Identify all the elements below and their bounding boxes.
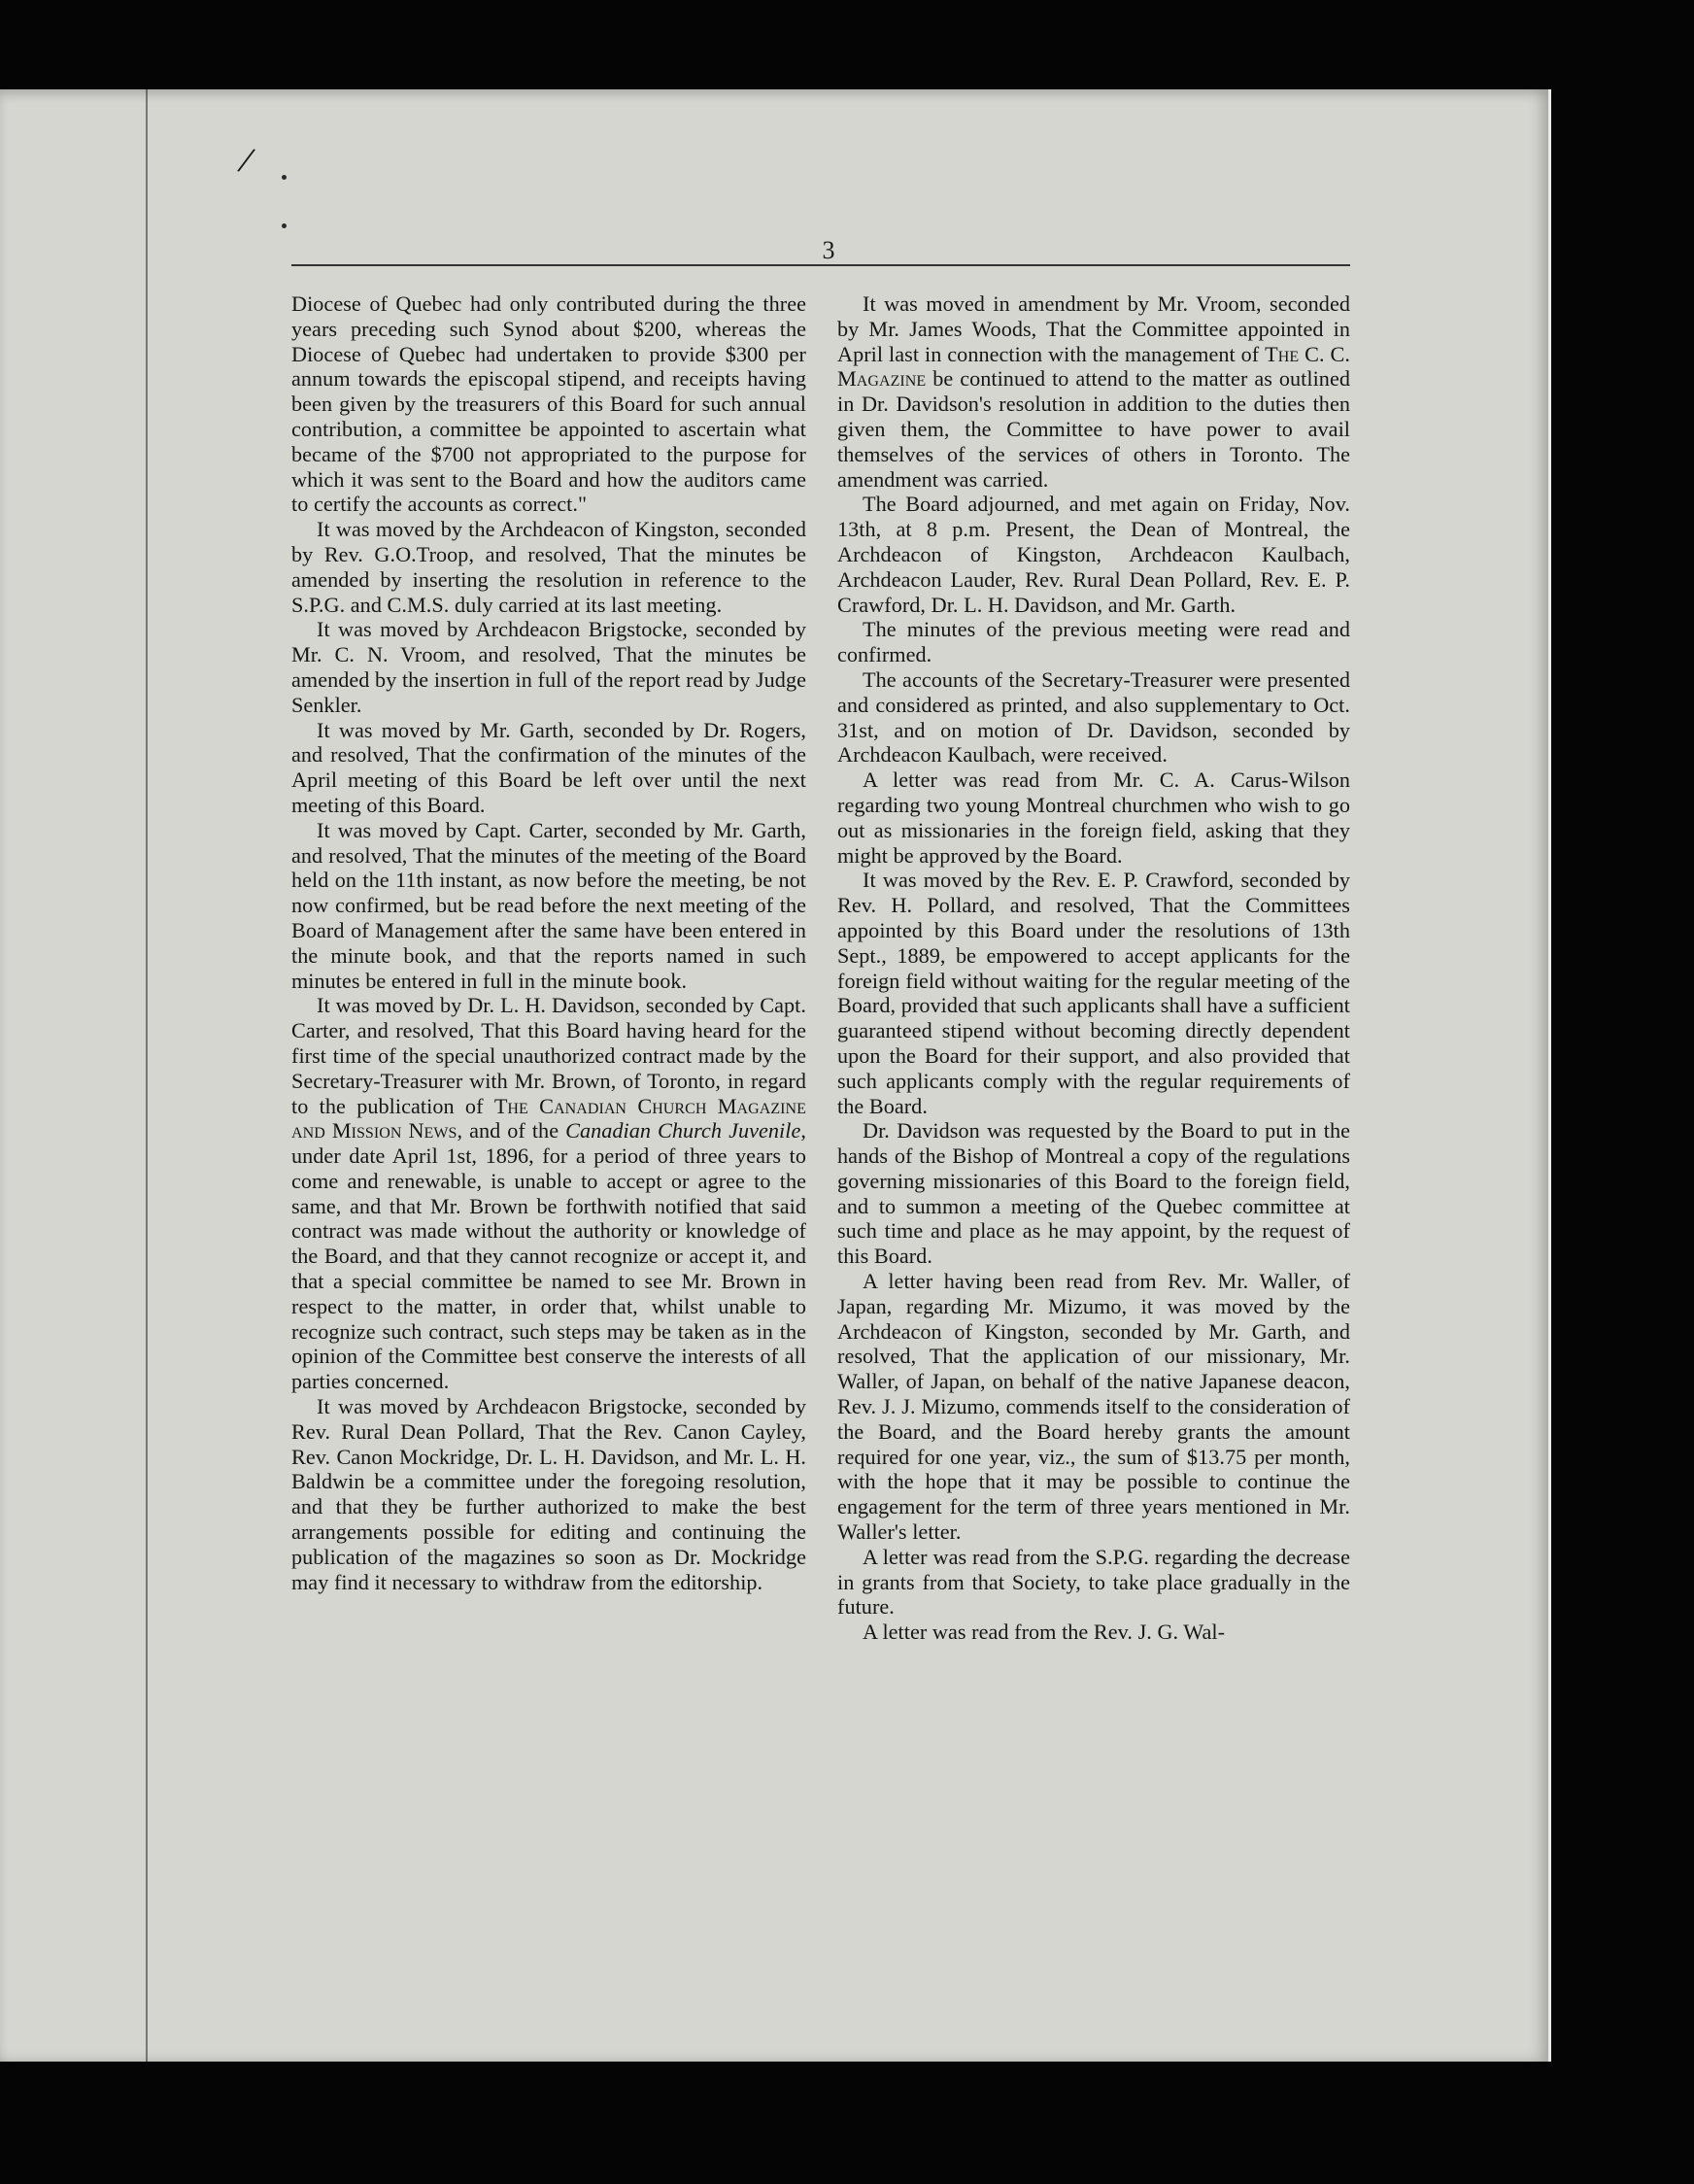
- juvenile-title: Canadian Church Juvenile: [565, 1118, 801, 1143]
- paragraph-text: be continued to attend to the matter as outlined in Dr. Davidson's resolution in addition to the duties then given them, the Committee to have power to avail themselves of the services of others in Toronto. The amendment was carried.: [837, 366, 1350, 492]
- paragraph: It was moved by the Rev. E. P. Crawford, seconded by Rev. H. Pollard, and resolved, That the Committees appointed by this Board under the resolutions of 13th Sept., 1889, be empowered to accept applicants for the foreign field without waiting for the regular meeting of the Board, provided that such applicants shall have a sufficient guaranteed stipend without becoming directly dependent upon the Board for their support, and also provided that such applicants comply with the regular requirements of the Board.: [837, 868, 1350, 1118]
- paragraph: The accounts of the Secretary-Treasurer were presented and considered as printed, and also supplementary to Oct. 31st, and on motion of Dr. Davidson, seconded by Archdeacon Kaulbach, were received.: [837, 666, 1350, 768]
- paragraph: A letter having been read from Rev. Mr. Waller, of Japan, regarding Mr. Mizumo, it was moved by the Archdeacon of Kingston, seconded by Mr. Garth, and resolved, That the application of our missionary, Mr. Waller, of Japan, on behalf of the native Japanese deacon, Rev. J. J. Mizumo, commends itself to the consideration of the Board, and the Board hereby grants the amount required for one year, viz., the sum of $13.75 per month, with the hope that it may be possible to continue the engagement for the term of three years mentioned in Mr. Waller's letter.: [837, 1269, 1350, 1545]
- paragraph: A letter was read from the Rev. J. G. Wal-: [863, 1620, 1226, 1645]
- paragraph: Dr. Davidson was requested by the Board to put in the hands of the Bishop of Montreal a copy of the regulations governing missionaries of this Board to the foreign field, and to summon a meeting of the Quebec committee at such time and place as he may appoint, by the request of this Board.: [837, 1118, 1350, 1269]
- paragraph-text: It was moved in amendment by Mr. Vroom, seconded by Mr. James Woods, That the Committee appointed in April last in connection with the management of: [837, 291, 1350, 366]
- magazine-title: The Canadian Church Magazine and Mission News: [291, 1093, 806, 1143]
- paragraph-text: , under date April 1st, 1896, for a period of three years to come and renewable, is unable to accept or agree to the same, and that Mr. Brown be forthwith notified that said contract was made without the authority or knowledge of the Board, and that they cannot recognize or accept it, and that a special committee be named to see Mr. Brown in respect to the matter, in order that, whilst unable to recognize such contract, such steps may be taken as in the opinion of the Committee best conserve the interests of all parties concerned.: [291, 1118, 806, 1394]
- magazine-title: The C. C. Magazine: [837, 341, 1350, 392]
- paragraph: It was moved by the Archdeacon of Kingston, seconded by Rev. G.O.Troop, and resolved, That the minutes be amended by inserting the resolution in reference to the S.P.G. and C.M.S. duly carried at its last meeting.: [291, 517, 806, 617]
- right-column: [837, 291, 1350, 1645]
- paragraph: Diocese of Quebec had only contributed during the three years preceding such Synod about $200, whereas the Diocese of Quebec had undertaken to provide $300 per annum towards the episcopal stipend, and receipts having been given by the treasurers of this Board for such annual contribution, a committee be appointed to ascertain what became of the $700 not appropriated to the purpose for which it was sent to the Board and how the auditors came to certify the accounts as correct.": [291, 291, 806, 517]
- page-gutter-line: [146, 89, 148, 2062]
- ink-speck: [282, 175, 287, 180]
- ink-speck: [282, 223, 287, 228]
- left-column: [291, 291, 806, 1594]
- page-number: 3: [822, 236, 835, 264]
- paragraph-text: , and of the: [457, 1118, 566, 1143]
- header-rule: [291, 264, 1350, 266]
- paragraph: [837, 291, 1350, 492]
- pen-mark: /: [234, 137, 258, 183]
- paragraph: It was moved by Mr. Garth, seconded by Dr. Rogers, and resolved, That the confirmation of the minutes of the April meeting of this Board be left over until the next meeting of this Board.: [291, 717, 806, 817]
- paragraph: It was moved by Capt. Carter, seconded by Mr. Garth, and resolved, That the minutes of the meeting of the Board held on the 11th instant, as now before the meeting, be not now confirmed, but be read before the next meeting of the Board of Management after the same have been entered in the minute book, and that the reports named in such minutes be entered in full in the minute book.: [291, 817, 806, 993]
- paragraph-text: It was moved by Dr. L. H. Davidson, seconded by Capt. Carter, and resolved, That this Board having heard for the first time of the special unauthorized contract made by the Secretary-Treasurer with Mr. Brown, of Toronto, in regard to the publication of: [291, 993, 806, 1118]
- paragraph: [291, 993, 806, 1394]
- paragraph: A letter was read from the S.P.G. regarding the decrease in grants from that Society, to take place gradually in the future.: [837, 1544, 1350, 1620]
- paragraph: It was moved by Archdeacon Brigstocke, seconded by Rev. Rural Dean Pollard, That the Rev. Canon Cayley, Rev. Canon Mockridge, Dr. L. H. Davidson, and Mr. L. H. Baldwin be a committee under the foregoing resolution, and that they be further authorized to make the best arrangements possible for editing and continuing the publication of the magazines so soon as Dr. Mockridge may find it necessary to withdraw from the editorship.: [291, 1394, 806, 1594]
- paragraph: The Board adjourned, and met again on Friday, Nov. 13th, at 8 p.m. Present, the Dean of Montreal, the Archdeacon of Kingston, Archdeacon Kaulbach, Archdeacon Lauder, Rev. Rural Dean Pollard, Rev. E. P. Crawford, Dr. L. H. Davidson, and Mr. Garth.: [837, 492, 1350, 617]
- paragraph: It was moved by Archdeacon Brigstocke, seconded by Mr. C. N. Vroom, and resolved, That the minutes be amended by the insertion in full of the report read by Judge Senkler.: [291, 617, 806, 717]
- paragraph: The minutes of the previous meeting were read and confirmed.: [837, 617, 1350, 667]
- paragraph: A letter was read from Mr. C. A. Carus-Wilson regarding two young Montreal churchmen who wish to go out as missionaries in the foreign field, asking that they might be approved by the Board.: [837, 768, 1350, 868]
